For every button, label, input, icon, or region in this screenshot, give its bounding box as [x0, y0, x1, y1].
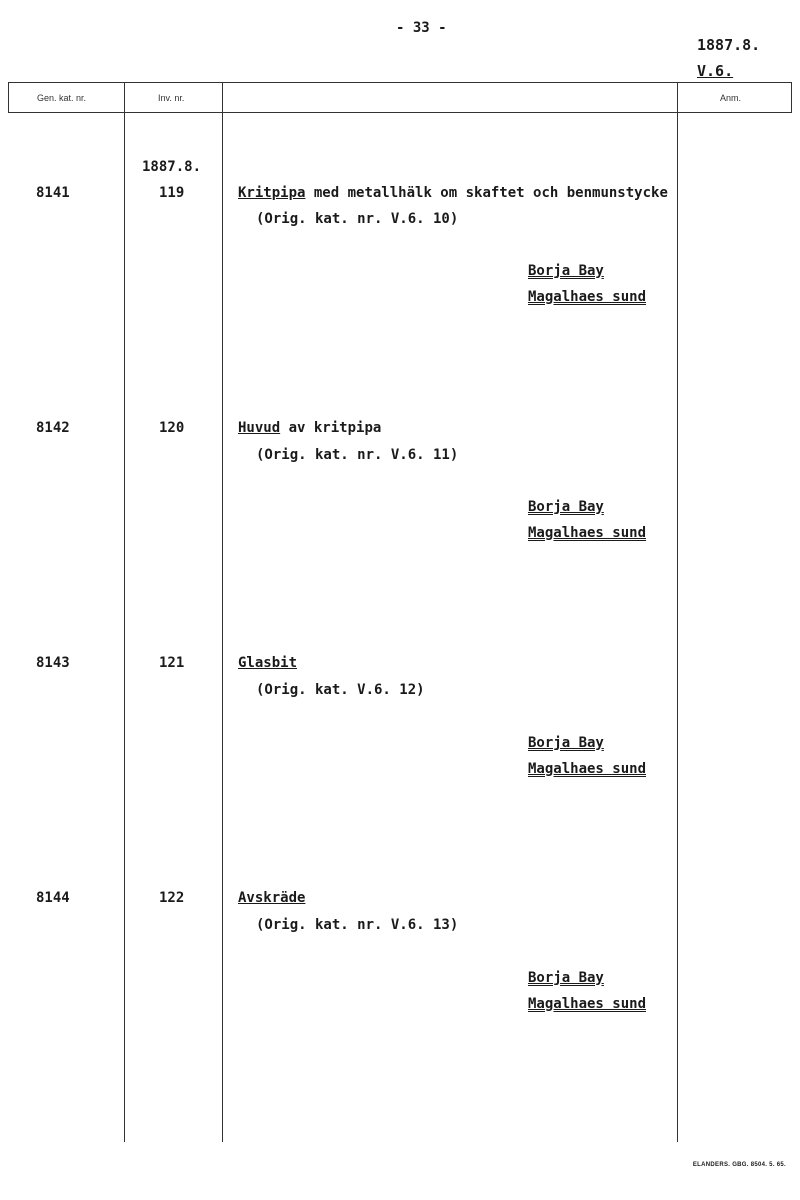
header-reference-code: V.6. [697, 62, 734, 80]
orig-kat-reference: (Orig. kat. nr. V.6. 11) [256, 447, 459, 463]
location-line-2: Magalhaes sund [528, 996, 647, 1012]
table-header-rule [8, 112, 792, 113]
orig-kat-reference: (Orig. kat. V.6. 12) [256, 682, 425, 698]
entry-title: Glasbit [238, 655, 298, 671]
inv-number: 120 [159, 420, 185, 436]
location-line-1: Borja Bay [528, 499, 604, 515]
location-line-1: Borja Bay [528, 735, 604, 751]
entry-description [238, 420, 381, 436]
column-header-inv: Inv. nr. [158, 93, 185, 103]
gen-kat-number: 8143 [36, 655, 70, 671]
gen-kat-number: 8142 [36, 420, 70, 436]
orig-kat-reference: (Orig. kat. nr. V.6. 13) [256, 917, 459, 933]
entry-title: Huvud [238, 420, 281, 436]
table-left-edge [8, 82, 9, 113]
header-reference-year: 1887.8. [697, 36, 761, 54]
location-line-2: Magalhaes sund [528, 289, 647, 305]
orig-kat-reference: (Orig. kat. nr. V.6. 10) [256, 211, 459, 227]
column-divider [677, 82, 678, 1142]
inv-number: 121 [159, 655, 185, 671]
column-divider [124, 82, 125, 1142]
gen-kat-number: 8144 [36, 890, 70, 906]
entry-description [238, 185, 668, 201]
entry-title: Kritpipa [238, 185, 306, 201]
entry-title-rest: med metallhälk om skaftet och benmunstycke [305, 185, 668, 201]
column-header-anm: Anm. [720, 93, 742, 103]
inv-number: 122 [159, 890, 185, 906]
column-divider [222, 82, 223, 1142]
location-line-1: Borja Bay [528, 970, 604, 986]
table-right-edge [791, 82, 792, 113]
entry-description [238, 890, 305, 906]
entry-description [238, 655, 297, 671]
inv-year-marker: 1887.8. [142, 159, 202, 175]
inv-number: 119 [159, 185, 185, 201]
page-number: - 33 - [396, 20, 447, 36]
location-line-1: Borja Bay [528, 263, 604, 279]
location-line-2: Magalhaes sund [528, 761, 647, 777]
entry-title: Avskräde [238, 890, 306, 906]
table-top-rule [8, 82, 792, 83]
column-header-gen-kat: Gen. kat. nr. [37, 93, 87, 103]
printer-imprint: ELANDERS. GBG. 8504. 5. 65. [692, 1162, 786, 1168]
location-line-2: Magalhaes sund [528, 525, 647, 541]
gen-kat-number: 8141 [36, 185, 70, 201]
entry-title-rest: av kritpipa [280, 420, 382, 436]
